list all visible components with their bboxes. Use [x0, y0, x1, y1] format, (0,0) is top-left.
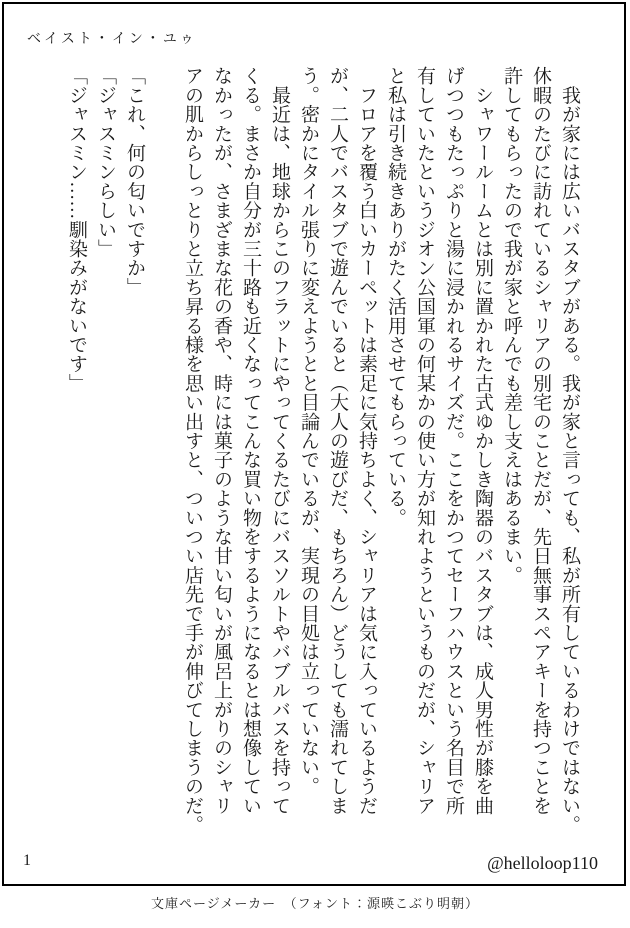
text-line: う。密かにタイル張りに変えようとと目論んでいるが、実現の目処は立っていない。 [298, 66, 319, 796]
text-line: 我が家には広いバスタブがある。我が家と言っても、私が所有しているわけではない。 [559, 66, 580, 834]
text-line: 「これ、何の匂いですか」 [124, 66, 145, 297]
generator-caption: 文庫ページメーカー （フォント：源暎こぶり明朝） [151, 896, 479, 911]
page-sheet [2, 2, 626, 886]
text-line: が、二人でバスタブで遊んでいると（大人の遊びだ、もちろん）どうしても濡れてしま [327, 66, 348, 815]
page-number: 1 [23, 852, 31, 869]
text-line: なかったが、さまざまな花の香や、時には菓子のような甘い匂いが風呂上がりのシャリ [211, 66, 232, 815]
page-title: ベイスト・イン・ユゥ [27, 32, 197, 47]
text-line: 最近は、地球からこのフラットにやってくるたびにバスソルトやバブルバスを持って [269, 66, 290, 815]
text-line: 許してもらったので我が家と呼んでも差し支えはあるまい。 [501, 66, 522, 585]
author-handle: @helloloop110 [487, 853, 598, 873]
body-text [60, 66, 584, 834]
text-line: 「ジャスミンらしい」 [95, 66, 116, 258]
text-line: くる。まさか自分が三十路も近くなってこんな買い物をするようになるとは想像してい [240, 66, 261, 815]
text-line: と私は引き続きありがたく活用させてもらっている。 [385, 66, 406, 527]
text-line: アの肌からしっとりと立ち昇る様を思い出すと、ついつい店先で手が伸びてしまうのだ。 [182, 66, 203, 834]
text-line: 有していたというジオン公国軍の何某かの使い方が知れようというものだが、シャリア [414, 66, 435, 815]
text-line: げつつもたっぷりと湯に浸かれるサイズだ。ここをかつてセーフハウスという名目で所 [443, 66, 464, 815]
text-line: シャワールームとは別に置かれた古式ゆかしき陶器のバスタブは、成人男性が膝を曲 [472, 66, 493, 815]
text-line: 「ジャスミン……馴染みがないです」 [66, 66, 87, 393]
text-line [149, 66, 178, 828]
text-line: 休暇のたびに訪れているシャリアの別宅のことだが、先日無事スペアキーを持つことを [530, 66, 551, 815]
text-line: フロアを覆う白いカーペットは素足に気持ちよく、シャリアは気に入っているようだ [356, 66, 377, 815]
